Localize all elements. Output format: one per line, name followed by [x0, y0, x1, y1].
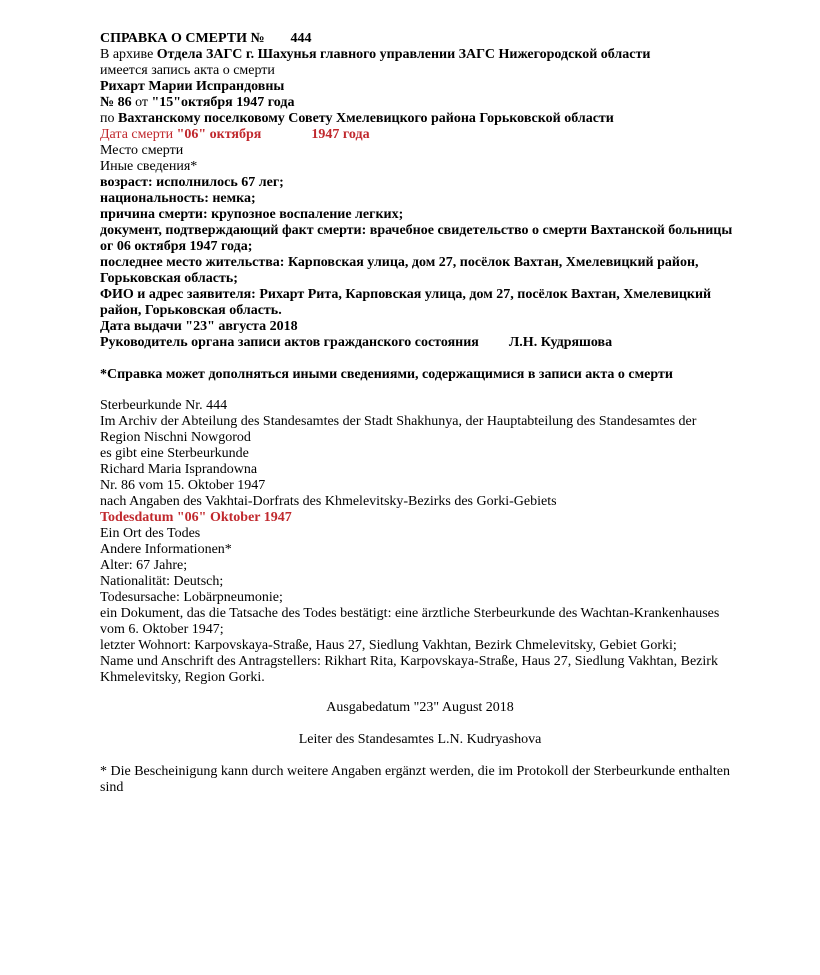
de-place-of-death: Ein Ort des Todes — [100, 526, 201, 541]
de-archive: Im Archiv der Abteilung des Standesamtes der Stadt Shakhunya, der Hauptabteilung des Standesamtes der Region Nischni Nowgorod — [100, 414, 697, 445]
de-age: Alter: 67 Jahre; — [100, 558, 188, 573]
ru-nationality: национальность: немка; — [100, 191, 256, 206]
de-issue-date: Ausgabedatum "23" August 2018 — [326, 700, 514, 715]
ru-archive-prefix: В архиве — [100, 47, 154, 62]
de-applicant: Name und Anschrift des Antragstellers: Rikhart Rita, Karpovskaya-Straße, Haus 27, Siedlung Vakhtan, Bezirk Khmelevitsky, Region Gorki. — [100, 654, 718, 685]
de-title: Sterbeurkunde Nr. 444 — [100, 398, 228, 413]
ru-head-name: Л.Н. Кудряшова — [508, 335, 613, 350]
ru-signature-line — [100, 335, 740, 351]
ru-title-label: СПРАВКА О СМЕРТИ № — [100, 31, 265, 46]
de-place: nach Angaben des Vakhtai-Dorfrats des Khmelevitsky-Bezirks des Gorki-Gebiets — [100, 494, 557, 509]
ru-residence: последнее место жительства: Карповская улица, дом 27, посёлок Вахтан, Хмелевицкий район, Горьковская область; — [100, 255, 699, 286]
ru-death-date-day: "06" октября — [176, 127, 262, 142]
ru-place-of-death: Место смерти — [100, 143, 184, 158]
de-footnote: * Die Bescheinigung kann durch weitere Angaben ergänzt werden, die im Protokoll der Sterbeurkunde enthalten sind — [100, 764, 730, 795]
ru-other-info: Иные сведения* — [100, 159, 198, 174]
de-person-name: Richard Maria Isprandowna — [100, 462, 258, 477]
de-record-exists: es gibt eine Sterbeurkunde — [100, 446, 249, 461]
de-other-info: Andere Informationen* — [100, 542, 232, 557]
de-record-number: Nr. 86 vom 15. Oktober 1947 — [100, 478, 266, 493]
german-section — [100, 398, 740, 796]
ru-title — [100, 31, 740, 47]
ru-death-date-line — [100, 127, 740, 143]
ru-title-number: 444 — [290, 31, 312, 46]
ru-record-line — [100, 95, 740, 111]
ru-archive-name: Отдела ЗАГС г. Шахунья главного управлении ЗАГС Нижегородской области — [156, 47, 651, 62]
ru-record-from: от — [135, 95, 149, 110]
de-death-date: Todesdatum "06" Oktober 1947 — [100, 510, 292, 525]
ru-record-date: "15"октября 1947 года — [151, 95, 295, 110]
de-cause: Todesursache: Lobärpneumonie; — [100, 590, 283, 605]
ru-footnote: *Справка может дополняться иными сведениями, содержащимися в записи акта о смерти — [100, 367, 673, 382]
ru-death-date-year: 1947 года — [311, 127, 370, 142]
ru-age: возраст: исполнилось 67 лег; — [100, 175, 284, 190]
ru-person-name: Рихарт Марии Испрандовны — [100, 79, 285, 94]
ru-record-exists: имеется запись акта о смерти — [100, 63, 275, 78]
ru-issue-date: Дата выдачи "23" августа 2018 — [100, 319, 298, 334]
ru-death-date-label: Дата смерти — [100, 127, 174, 142]
ru-head-title: Руководитель органа записи актов гражданского состояния — [100, 335, 479, 350]
de-head: Leiter des Standesamtes L.N. Kudryashova — [298, 732, 542, 747]
ru-document: документ, подтверждающий факт смерти: врачебное свидетельство о смерти Вахтанской больницы ог 06 октября 1947 года; — [100, 223, 733, 254]
ru-cause: причина смерти: крупозное воспаление легких; — [100, 207, 404, 222]
ru-place-line — [100, 111, 740, 127]
russian-section — [100, 31, 740, 383]
de-nationality: Nationalität: Deutsch; — [100, 574, 224, 589]
ru-place-prefix: по — [100, 111, 115, 126]
ru-record-number: № 86 — [100, 95, 132, 110]
de-residence: letzter Wohnort: Karpovskaya-Straße, Haus 27, Siedlung Vakhtan, Bezirk Chmelevitsky, Gebiet Gorki; — [100, 638, 677, 653]
ru-applicant: ФИО и адрес заявителя: Рихарт Рита, Карповская улица, дом 27, посёлок Вахтан, Хмелевицкий район, Горьковская область. — [100, 287, 712, 318]
ru-archive-line — [100, 47, 740, 63]
de-document: ein Dokument, das die Tatsache des Todes bestätigt: eine ärztliche Sterbeurkunde des Wachtan-Krankenhauses vom 6. Oktober 1947; — [100, 606, 720, 637]
ru-place-name: Вахтанскому поселковому Совету Хмелевицкого района Горьковской области — [118, 111, 614, 126]
